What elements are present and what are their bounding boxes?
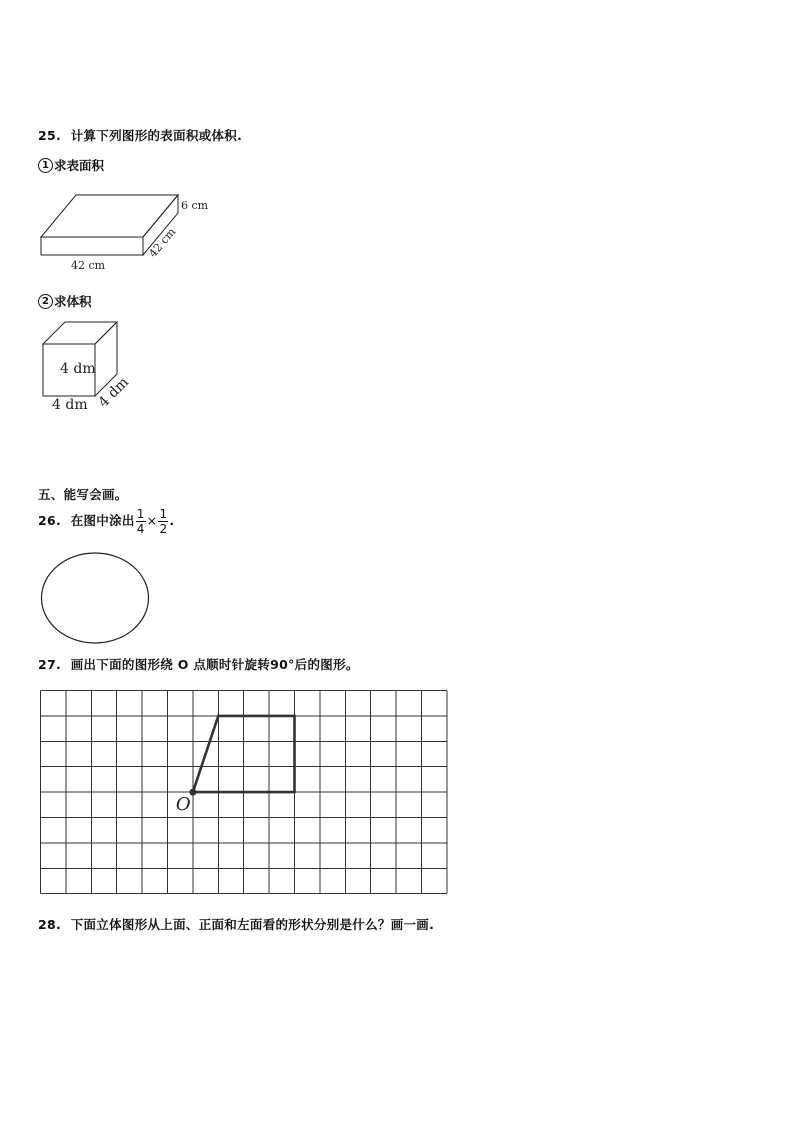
section-5-title: 五、能写会画。 <box>38 487 128 502</box>
cube-depth-label: 4 dm <box>95 374 133 411</box>
q25-part1-heading <box>38 156 104 174</box>
multiply-sign: × <box>146 513 158 528</box>
cube-width-label: 4 dm <box>52 397 88 413</box>
fraction-one-quarter: $\frac{1}{4}$ <box>136 507 145 536</box>
cuboid-depth-label: 42 cm <box>146 225 179 260</box>
circle-to-shade[interactable] <box>42 553 149 643</box>
cuboid-front-face <box>41 237 143 255</box>
question-27-number: 27. <box>38 657 62 672</box>
pivot-label: O <box>175 794 191 816</box>
question-26-prompt: 在图中涂出 <box>70 513 135 528</box>
question-26-number: 26. <box>38 513 62 528</box>
question-25-number: 25. <box>38 128 62 143</box>
q25-part1-label: 求表面积 <box>54 158 105 173</box>
question-28 <box>38 915 434 933</box>
question-25 <box>38 126 242 144</box>
question-27-prompt: 画出下面的图形绕 O 点顺时针旋转90°后的图形。 <box>70 657 359 672</box>
rotation-grid-figure[interactable] <box>38 688 450 900</box>
question-25-prompt: 计算下列图形的表面积或体积. <box>70 128 243 143</box>
circle-figure[interactable] <box>38 550 154 648</box>
question-27 <box>38 655 359 673</box>
cuboid-length-label: 42 cm <box>71 259 106 272</box>
cube-height-label: 4 dm <box>60 361 96 377</box>
cuboid-figure <box>36 190 216 274</box>
cube-figure <box>36 318 146 418</box>
q25-part2-heading <box>38 292 92 310</box>
q25-part2-label: 求体积 <box>54 294 92 309</box>
question-26: 26. 在图中涂出 $\frac{1}{4}$ × $\frac{1}{2}$ . <box>38 507 175 536</box>
question-28-number: 28. <box>38 917 62 932</box>
circled-number-1: 1 <box>38 158 53 173</box>
fraction-one-half: $\frac{1}{2}$ <box>159 507 168 536</box>
cuboid-top-face <box>41 195 178 237</box>
cuboid-height-label: 6 cm <box>181 199 209 212</box>
question-28-prompt: 下面立体图形从上面、正面和左面看的形状分别是什么？画一画. <box>70 917 435 932</box>
circled-number-2: 2 <box>38 294 53 309</box>
